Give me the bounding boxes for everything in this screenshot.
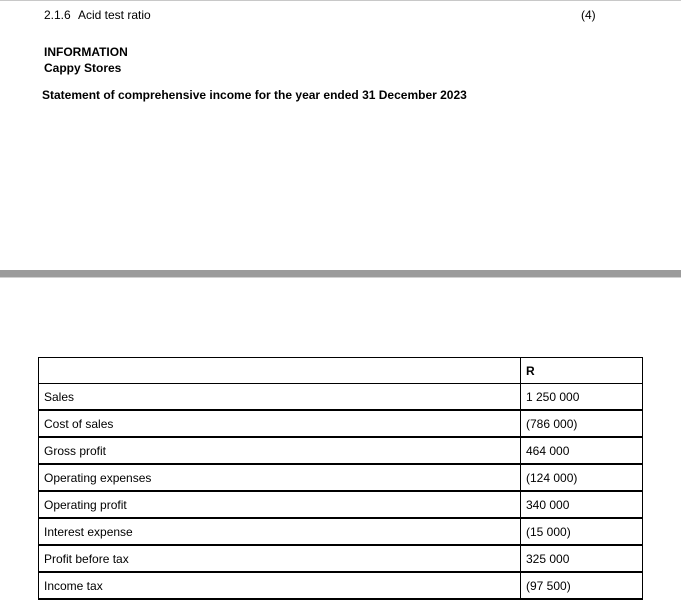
- company-name: Cappy Stores: [44, 61, 122, 75]
- row-label: Profit before tax: [39, 545, 521, 572]
- row-amount: 1 250 000: [521, 384, 643, 411]
- row-label: Gross profit: [39, 437, 521, 464]
- income-statement-table: [38, 357, 643, 600]
- table-row: [39, 464, 643, 491]
- row-amount: 325 000: [521, 545, 643, 572]
- table-row: [39, 410, 643, 437]
- row-label: Cost of sales: [39, 410, 521, 437]
- row-amount: (97 500): [521, 572, 643, 599]
- table-row: [39, 491, 643, 518]
- table-row: [39, 572, 643, 599]
- table-row: [39, 384, 643, 411]
- row-amount: (15 000): [521, 518, 643, 545]
- table-header-row: [39, 358, 643, 384]
- row-amount: 464 000: [521, 437, 643, 464]
- page-break: [0, 270, 681, 278]
- row-amount: (124 000): [521, 464, 643, 491]
- information-block: [44, 44, 128, 76]
- row-label: Operating expenses: [39, 464, 521, 491]
- row-label: Sales: [39, 384, 521, 411]
- row-label: Interest expense: [39, 518, 521, 545]
- statement-title: Statement of comprehensive income for the year ended 31 December 2023: [42, 88, 467, 102]
- header-label-cell: [39, 358, 521, 384]
- table-row: [39, 518, 643, 545]
- row-label: Income tax: [39, 572, 521, 599]
- row-amount: 340 000: [521, 491, 643, 518]
- question-marks: (4): [581, 8, 596, 22]
- table-row: [39, 437, 643, 464]
- question-line: [44, 8, 604, 22]
- top-rule: [0, 0, 681, 1]
- row-label: Operating profit: [39, 491, 521, 518]
- information-heading: INFORMATION: [44, 45, 128, 59]
- table-row: [39, 545, 643, 572]
- row-amount: (786 000): [521, 410, 643, 437]
- currency-header: R: [521, 358, 643, 384]
- question-text: Acid test ratio: [78, 8, 151, 22]
- question-number: 2.1.6: [44, 8, 71, 22]
